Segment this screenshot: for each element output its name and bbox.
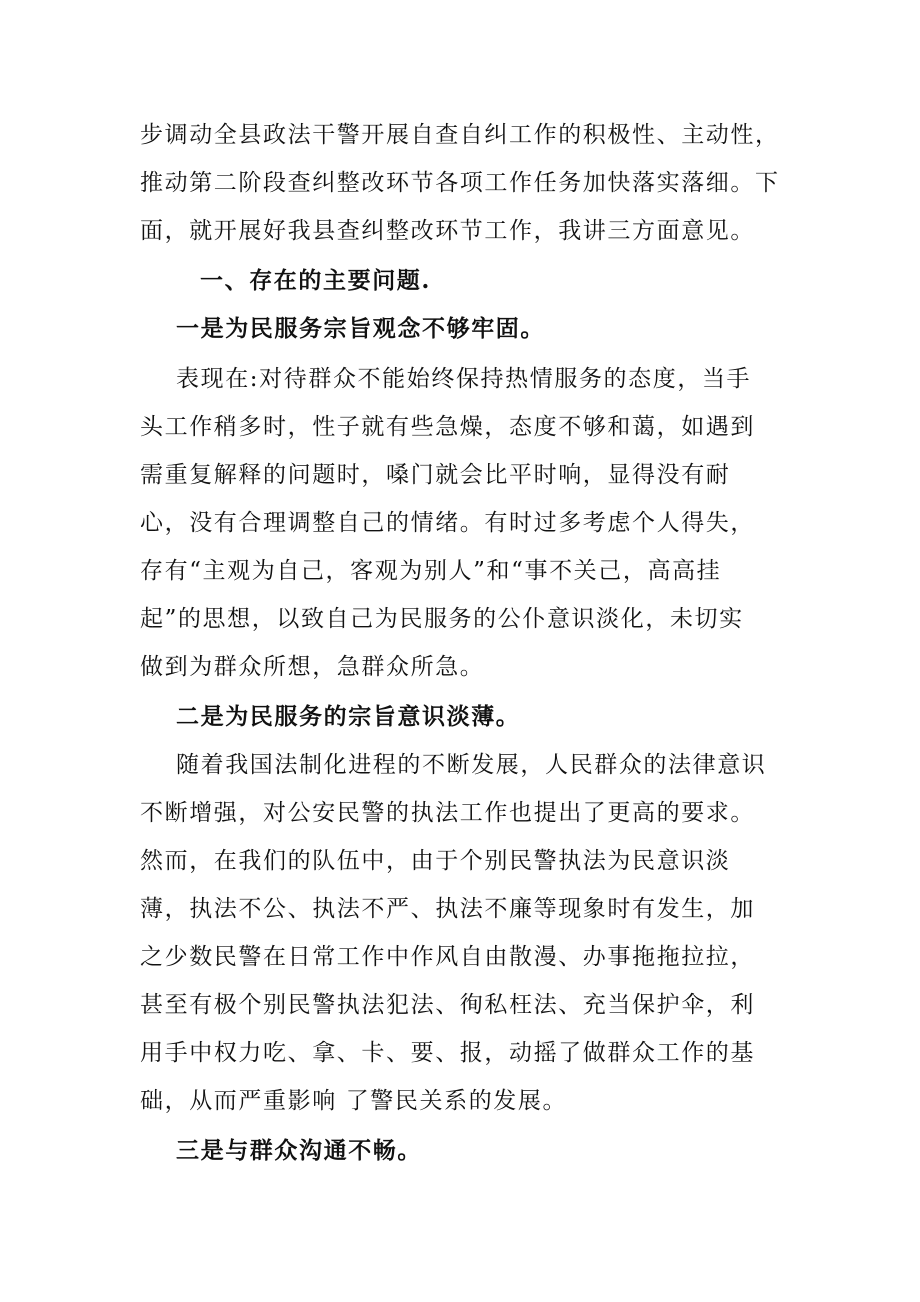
item2-line-3: 然而，在我们的队伍中，由于个别民警执法为民意识淡 — [140, 848, 731, 874]
item1-line-7: 做到为群众所想，急群众所急。 — [140, 654, 485, 680]
intro-line-1: 步调动全县政法干警开展自查自纠工作的积极性、主动性， — [140, 122, 780, 148]
item2-line-4: 薄，执法不公、执法不严、执法不廉等现象时有发生，加 — [140, 896, 755, 922]
section-heading: 一、存在的主要问题. — [200, 267, 432, 294]
item2-line-7: 用手中权力吃、拿、卡、要、报，动摇了做群众工作的基 — [140, 1040, 755, 1066]
intro-line-3: 面，就开展好我县查纠整改环节工作，我讲三方面意见。 — [140, 218, 755, 244]
item2-line-1: 随着我国法制化进程的不断发展，人民群众的法律意识 — [176, 752, 767, 778]
item1-line-6: 起”的思想，以致自己为民服务的公仆意识淡化，未切实 — [140, 606, 744, 632]
item2-line-5: 之少数民警在日常工作中作风自由散漫、办事拖拖拉拉， — [140, 944, 755, 970]
item2-line-8: 础，从而严重影响 了警民关系的发展。 — [140, 1088, 568, 1114]
item1-line-5: 存有“主观为自己，客观为别人”和“事不关己，高高挂 — [140, 558, 722, 584]
item3-heading: 三是与群众沟通不畅。 — [176, 1137, 422, 1164]
item2-heading: 二是为民服务的宗旨意识淡薄。 — [176, 703, 521, 730]
item1-line-4: 心，没有合理调整自己的情绪。有时过多考虑个人得失， — [140, 510, 755, 536]
intro-line-2: 推动第二阶段查纠整改环节各项工作任务加快落实落细。下 — [140, 170, 780, 196]
item1-heading: 一是为民服务宗旨观念不够牢固。 — [176, 315, 545, 342]
item1-line-3: 需重复解释的问题时，嗓门就会比平时响，显得没有耐 — [140, 462, 731, 488]
item2-line-2: 不断增强，对公安民警的执法工作也提出了更高的要求。 — [140, 800, 755, 826]
item1-line-2: 头工作稍多时，性子就有些急燥，态度不够和蔼，如遇到 — [140, 414, 755, 440]
item1-line-1: 表现在:对待群众不能始终保持热情服务的态度，当手 — [176, 366, 752, 392]
item2-line-6: 甚至有极个别民警执法犯法、徇私枉法、充当保护伞，利 — [140, 992, 755, 1018]
